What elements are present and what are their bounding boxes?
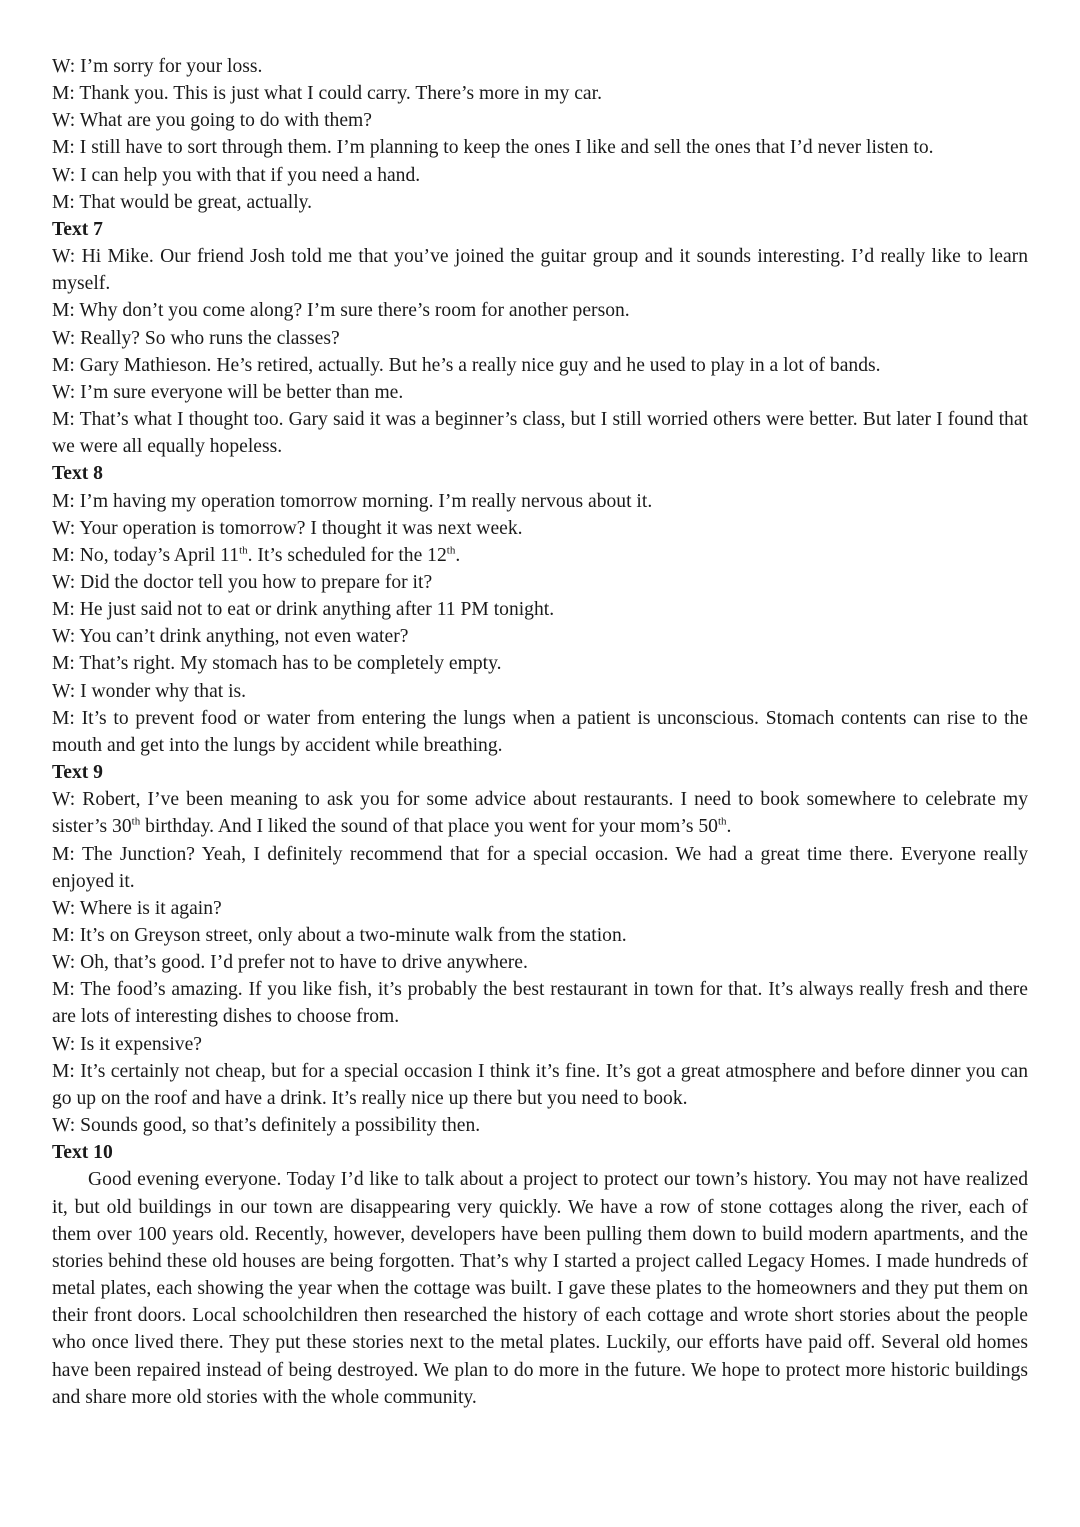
section-heading-text-9: Text 9 xyxy=(52,762,103,784)
dialogue-line: W: Sounds good, so that’s definitely a possibility then. xyxy=(52,1115,481,1137)
dialogue-line: W: I’m sorry for your loss. xyxy=(52,56,263,77)
dialogue-line: W: Did the doctor tell you how to prepare for it? xyxy=(52,571,433,593)
section-heading-text-7: Text 7 xyxy=(52,218,103,240)
section-heading-text-8: Text 8 xyxy=(52,463,103,485)
dialogue-line: W: I wonder why that is. xyxy=(52,680,247,702)
dialogue-line: M: Thank you. This is just what I could carry. There’s more in my car. xyxy=(52,83,602,105)
dialogue-line xyxy=(52,786,1028,840)
dialogue-text: W: Robert, I’ve been meaning to ask you for some advice about restaurants. I need to book somewhere to celebrate my sister’s 30 xyxy=(52,789,1028,838)
dialogue-line: M: The food’s amazing. If you like fish, it’s probably the best restaurant in town for that. It’s always really fresh and there are lots of interesting dishes to choose from. xyxy=(52,979,1028,1028)
section-heading-text-10: Text 10 xyxy=(52,1142,113,1164)
dialogue-line: M: It’s on Greyson street, only about a two-minute walk from the station. xyxy=(52,925,627,946)
ordinal-suffix: th xyxy=(717,815,727,828)
dialogue-text: . xyxy=(455,544,461,566)
dialogue-text: . It’s scheduled for the 12 xyxy=(247,544,447,566)
dialogue-line: M: That’s what I thought too. Gary said it was a beginner’s class, but I still worried others were better. But later I found that we were all equally hopeless. xyxy=(52,409,1028,458)
dialogue-line: M: He just said not to eat or drink anything after 11 PM tonight. xyxy=(52,599,555,621)
dialogue-line xyxy=(52,542,1028,569)
dialogue-line: W: I’m sure everyone will be better than me. xyxy=(52,381,404,403)
dialogue-text: . xyxy=(726,816,732,838)
dialogue-line: W: What are you going to do with them? xyxy=(52,110,372,132)
dialogue-line: W: Hi Mike. Our friend Josh told me that you’ve joined the guitar group and it sounds interesting. I’d really like to learn myself. xyxy=(52,246,1028,295)
dialogue-line: M: Gary Mathieson. He’s retired, actually. But he’s a really nice guy and he used to play in a lot of bands. xyxy=(52,354,881,376)
ordinal-suffix: th xyxy=(446,544,456,557)
dialogue-line: M: Why don’t you come along? I’m sure there’s room for another person. xyxy=(52,300,630,322)
dialogue-line: M: That would be great, actually. xyxy=(52,191,313,213)
dialogue-line: W: Really? So who runs the classes? xyxy=(52,327,340,349)
dialogue-line: W: You can’t drink anything, not even water? xyxy=(52,626,409,648)
transcript-page xyxy=(52,53,1028,1411)
dialogue-line: M: It’s to prevent food or water from entering the lungs when a patient is unconscious. Stomach contents can rise to the mouth and get into the lungs by accident while breathing. xyxy=(52,707,1028,756)
dialogue-line: M: That’s right. My stomach has to be completely empty. xyxy=(52,653,502,675)
dialogue-line: W: Oh, that’s good. I’d prefer not to have to drive anywhere. xyxy=(52,952,528,974)
dialogue-text: M: No, today’s April 11 xyxy=(52,544,240,566)
ordinal-suffix: th xyxy=(239,544,248,557)
dialogue-line: M: I’m having my operation tomorrow morning. I’m really nervous about it. xyxy=(52,490,653,512)
dialogue-text: birthday. And I liked the sound of that place you went for your mom’s 50 xyxy=(140,816,718,838)
dialogue-line: W: Your operation is tomorrow? I thought it was next week. xyxy=(52,517,523,539)
ordinal-suffix: th xyxy=(131,815,141,828)
dialogue-line: M: The Junction? Yeah, I definitely recommend that for a special occasion. We had a great time there. Everyone really enjoyed it. xyxy=(52,843,1028,892)
dialogue-line: W: Is it expensive? xyxy=(52,1033,202,1055)
dialogue-line: M: It’s certainly not cheap, but for a special occasion I think it’s fine. It’s got a great atmosphere and before dinner you can go up on the roof and have a drink. It’s really nice up there but you need to book. xyxy=(52,1060,1028,1109)
dialogue-line: W: I can help you with that if you need a hand. xyxy=(52,164,421,186)
monologue-paragraph: Good evening everyone. Today I’d like to talk about a project to protect our town’s history. You may not have realized it, but old buildings in our town are disappearing very quickly. We have a row of stone cottages along the river, each of them over 100 years old. Recently, however, developers have been pulling them down to build modern apartments, and the stories behind these old houses are being forgotten. That’s why I started a project called Legacy Homes. I made hundreds of metal plates, each showing the year when the cottage was built. I gave these plates to the homeowners and they put them on their front doors. Local schoolchildren then researched the history of each cottage and wrote short stories about the people who once lived there. They put these stories next to the metal plates. Luckily, our efforts have paid off. Several old homes have been repaired instead of being destroyed. We plan to do more in the future. We hope to protect more historic buildings and share more old stories with the whole community. xyxy=(52,1169,1028,1408)
dialogue-line: W: Where is it again? xyxy=(52,897,222,919)
dialogue-line: M: I still have to sort through them. I’m planning to keep the ones I like and sell the ones that I’d never listen to. xyxy=(52,137,934,159)
